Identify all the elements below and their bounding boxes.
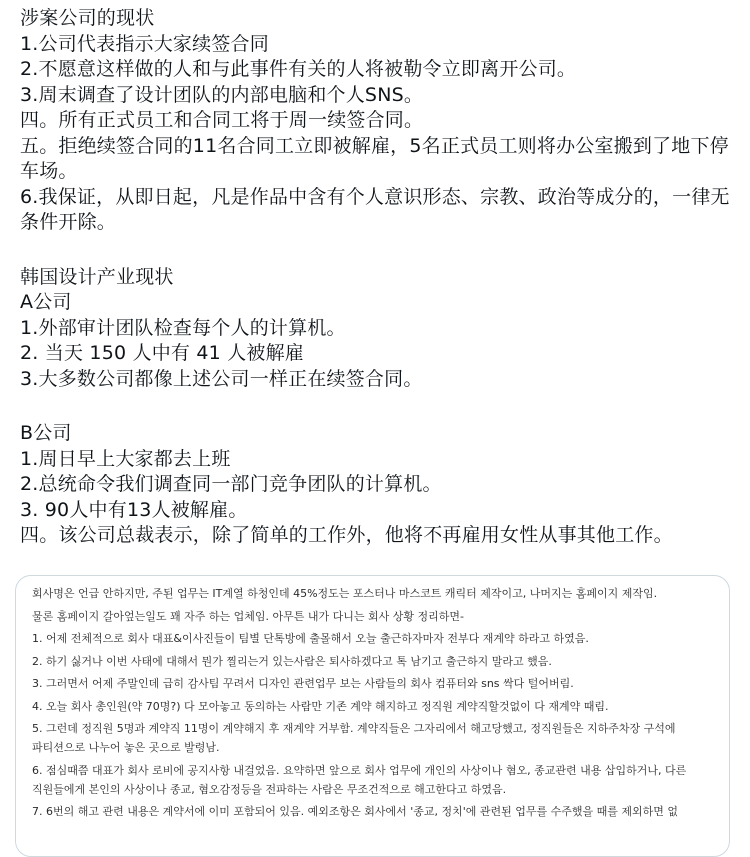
text-line: 1.外部审计团队检查每个人的计算机。 [20,316,346,339]
korean-text-line: 6. 점심때쯤 대표가 회사 로비에 공지사항 내걸었음. 요약하면 앞으로 회사 업무에 개인의 사상이나 혐오, 종교관련 내용 삽입하거나, 다른 [32,763,687,777]
korean-text-screenshot [16,576,729,819]
text-line: 2.总统命令我们调查同一部门竞争团队的计算机。 [20,473,442,495]
section-heading: 涉案公司的现状 [20,7,155,29]
company-b-heading: B公司 [20,422,72,444]
text-line: 6.我保证，从即日起，凡是作品中含有个人意识形态、宗教、政治等成分的，一律无条件开除。 [20,185,730,233]
korean-text-line: 1. 어제 전체적으로 회사 대표&이사진들이 팀별 단톡방에 출몰해서 오늘 출근하자마자 전부다 재계약 하라고 하였음. [32,632,589,645]
korean-text-line: 물론 홈페이지 갈아엎는일도 꽤 자주 하는 업체임. 아무튼 내가 다니는 회사 상황 정리하면- [32,609,464,623]
attached-image-card[interactable] [15,575,730,857]
text-line: 2. 当天 150 人中有 41 人被解雇 [20,342,304,364]
text-line: 3.大多数公司都像上述公司一样正在续签合同。 [20,367,423,390]
korean-text-line: 3. 그러면서 어제 주말인데 급히 감사팀 꾸려서 디자인 관련업무 보는 사람들의 회사 컴퓨터와 sns 싹다 털어버림. [32,677,574,690]
text-line: 1.公司代表指示大家续签合同 [20,32,269,55]
text-line: 五。拒绝续签合同的11名合同工立即被解雇，5名正式员工则将办公室搬到了地下停车场。 [20,134,729,182]
text-line: 1.周日早上大家都去上班 [20,447,231,470]
korean-text-line: 회사명은 언급 안하지만, 주된 업무는 IT계열 하청인데 45%정도는 포스터나 마스코트 캐릭터 제작이고, 나머지는 홈페이지 제작임. [32,587,658,600]
tweet-text [20,6,732,578]
industry-section [20,265,732,393]
korean-text-line: 직원들에게 본인의 사상이나 종교, 혐오감정등을 전파하는 사람은 무조건적으로 해고한다고 하였음. [32,782,507,796]
korean-text-line: 4. 오늘 회사 총인원(약 70명?) 다 모아놓고 동의하는 사람만 기존 계약 해지하고 정직원 계약직할것없이 다 재계약 때림. [32,699,609,713]
text-line: 2.不愿意这样做的人和与此事件有关的人将被勒令立即离开公司。 [20,58,577,80]
company-b-section [20,421,732,549]
text-line: 3. 90人中有13人被解雇。 [20,498,248,521]
korean-text-line: 5. 그런데 정직원 5명과 계약직 11명이 계약해지 후 재계약 거부함. 계약직들은 그자리에서 해고당했고, 정직원들은 지하주차장 구석에 [32,722,676,735]
korean-text-line: 7. 6번의 해고 관련 내용은 계약서에 이미 포함되어 있음. 예외조항은 회사에서 '종교, 정치'에 관련된 업무를 수주했을 때를 제외하면 없 [32,805,679,818]
korean-text-line: 2. 하기 싫거나 이번 사태에 대해서 뭔가 찔리는거 있는사람은 퇴사하겠다고 톡 남기고 출근하지 말라고 했음. [32,654,552,668]
korean-text-line: 파티션으로 나누어 놓은 곳으로 발령남. [32,741,220,754]
text-line: 四。所有正式员工和合同工将于周一续签合同。 [20,109,424,131]
case-company-section [20,6,732,236]
company-a-heading: A公司 [20,291,72,313]
section-heading: 韩国设计产业现状 [20,265,174,288]
text-line: 3.周末调查了设计团队的内部电脑和个人SNS。 [20,83,424,106]
text-line: 四。该公司总裁表示，除了简单的工作外，他将不再雇用女性从事其他工作。 [20,524,673,546]
